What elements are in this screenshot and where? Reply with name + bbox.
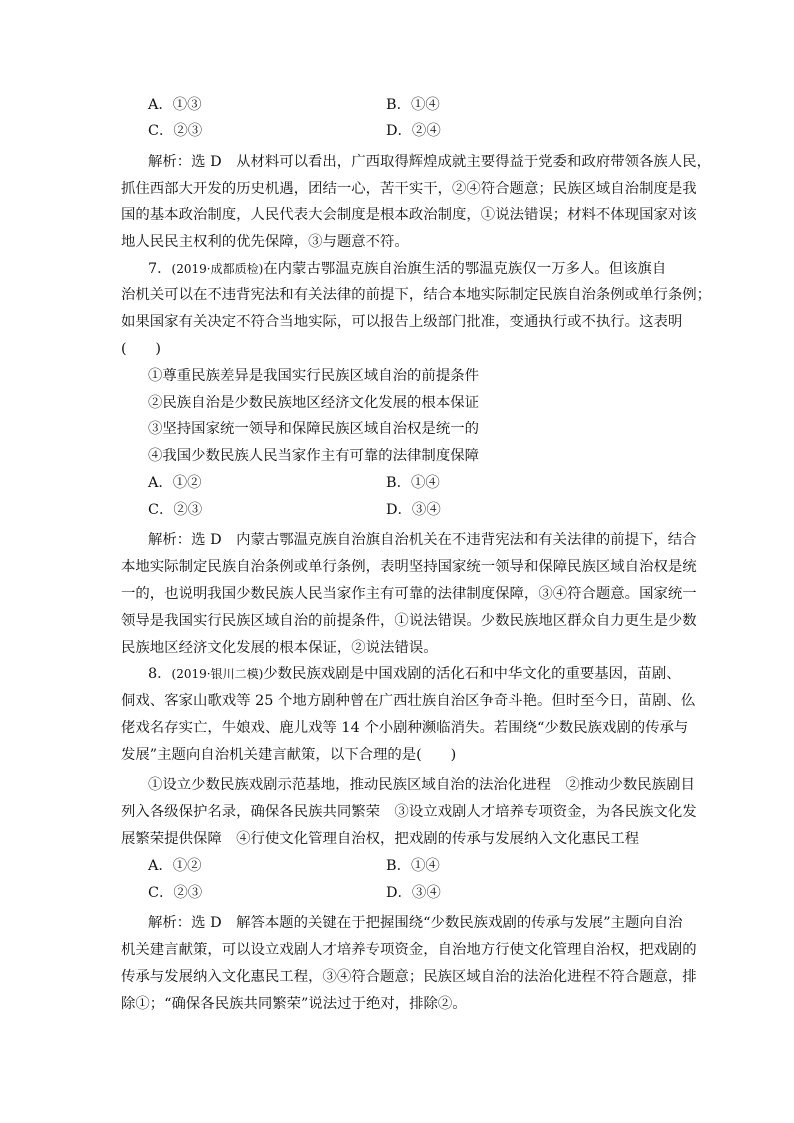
q8-stem-line: 侗戏、客家山歌戏等 25 个地方剧种曾在广西壮族自治区争奇斗艳。但时至今日，苗剧、仫 (121, 693, 696, 709)
q7-stem-first-line (148, 259, 666, 279)
q6-analysis-line: 解析：选 D 从材料可以看出，广西取得辉煌成就主要得益于党委和政府带领各族人民， (148, 154, 711, 170)
q7-option-c: C．②③ (148, 502, 203, 518)
q7-source: (2019·成都质检) (171, 262, 264, 276)
q7-item: ④我国少数民族人民当家作主有可靠的法律制度保障 (148, 448, 479, 464)
q7-number: 7． (148, 261, 172, 277)
q6-option-a: A．①③ (148, 97, 202, 113)
q7-stem-line: 治机关可以在不违背宪法和有关法律的前提下，结合本地实际制定民族自治条例或单行条例； (121, 287, 712, 303)
q8-analysis-line: 除①；“确保各民族共同繁荣”说法过于绝对，排除②。 (121, 996, 467, 1012)
q6-option-b: B．①④ (386, 97, 440, 113)
q7-analysis-line: 解析：选 D 内蒙古鄂温克族自治旗自治机关在不违背宪法和有关法律的前提下，结合 (148, 532, 697, 548)
q6-analysis-line: 地人民民主权利的优先保障，③与题意不符。 (121, 234, 409, 250)
q7-item: ①尊重民族差异是我国实行民族区域自治的前提条件 (148, 368, 479, 384)
q8-items-line: ①设立少数民族戏剧示范基地，推动民族区域自治的法治化进程 ②推动少数民族剧目 (148, 777, 695, 793)
q6-analysis-line: 抓住西部大开发的历史机遇，团结一心，苦干实干，②④符合题意；民族区域自治制度是我 (121, 181, 697, 197)
q6-analysis-line: 国的基本政治制度，人民代表大会制度是根本政治制度，①说法错误；材料不体现国家对该 (121, 207, 697, 223)
q8-analysis-line: 解析：选 D 解答本题的关键在于把握围绕“少数民族戏剧的传承与发展”主题向自治 (148, 915, 683, 931)
q7-analysis-line: 一的，也说明我国少数民族人民当家作主有可靠的法律制度保障，③④符合题意。国家统一 (121, 586, 697, 602)
q7-item: ③坚持国家统一领导和保障民族区域自治权是统一的 (148, 421, 479, 437)
q7-option-a: A．①② (148, 475, 202, 491)
q7-option-d: D．③④ (386, 502, 441, 518)
q8-option-a: A．①② (148, 858, 202, 874)
q8-items-line: 列入各级保护名录，确保各民族共同繁荣 ③设立戏剧人才培养专项资金，为各民族文化发 (121, 804, 697, 820)
q8-stem-first-line (148, 664, 681, 684)
q7-analysis-line: 本地实际制定民族自治条例或单行条例，表明坚持国家统一领导和保障民族区域自治权是统 (121, 559, 697, 575)
q8-analysis-line: 传承与发展纳入文化惠民工程，③④符合题意；民族区域自治的法治化进程不符合题意，排 (121, 969, 697, 985)
q7-item: ②民族自治是少数民族地区经济文化发展的根本保证 (148, 395, 479, 411)
q6-option-d: D．②④ (386, 123, 441, 139)
q8-option-d: D．③④ (386, 885, 441, 901)
q7-analysis-line: 民族地区经济文化发展的根本保证，②说法错误。 (121, 640, 438, 656)
q8-source: (2019·银川二模) (171, 667, 264, 681)
q8-number: 8． (148, 666, 172, 682)
q7-analysis-line: 领导是我国实行民族区域自治的前提条件，①说法错误。少数民族地区群众自力更生是少数 (121, 613, 697, 629)
q8-stem-text: 少数民族戏剧是中国戏剧的活化石和中华文化的重要基因，苗剧、 (263, 666, 681, 682)
q8-option-b: B．①④ (386, 858, 440, 874)
q7-stem-line: 如果国家有关决定不符合当地实际，可以报告上级部门批准，变通执行或不执行。这表明 (121, 314, 683, 330)
q8-stem-line: 发展”主题向自治机关建言献策，以下合理的是( ) (121, 747, 457, 763)
q8-option-c: C．②③ (148, 885, 203, 901)
q7-stem-text: 在内蒙古鄂温克族自治旗生活的鄂温克族仅一万多人。但该旗自 (263, 261, 667, 277)
q6-option-c: C．②③ (148, 123, 203, 139)
q7-option-b: B．①④ (386, 475, 440, 491)
q8-analysis-line: 机关建言献策，可以设立戏剧人才培养专项资金，自治地方行使文化管理自治权，把戏剧的 (121, 942, 697, 958)
q8-stem-line: 佬戏名存实亡，牛娘戏、鹿儿戏等 14 个小剧种濒临消失。若围绕“少数民族戏剧的传承与 (121, 720, 689, 736)
q7-answer-bracket: ( ) (121, 341, 162, 357)
q8-items-line: 展繁荣提供保障 ④行使文化管理自治权，把戏剧的传承与发展纳入文化惠民工程 (121, 831, 640, 847)
